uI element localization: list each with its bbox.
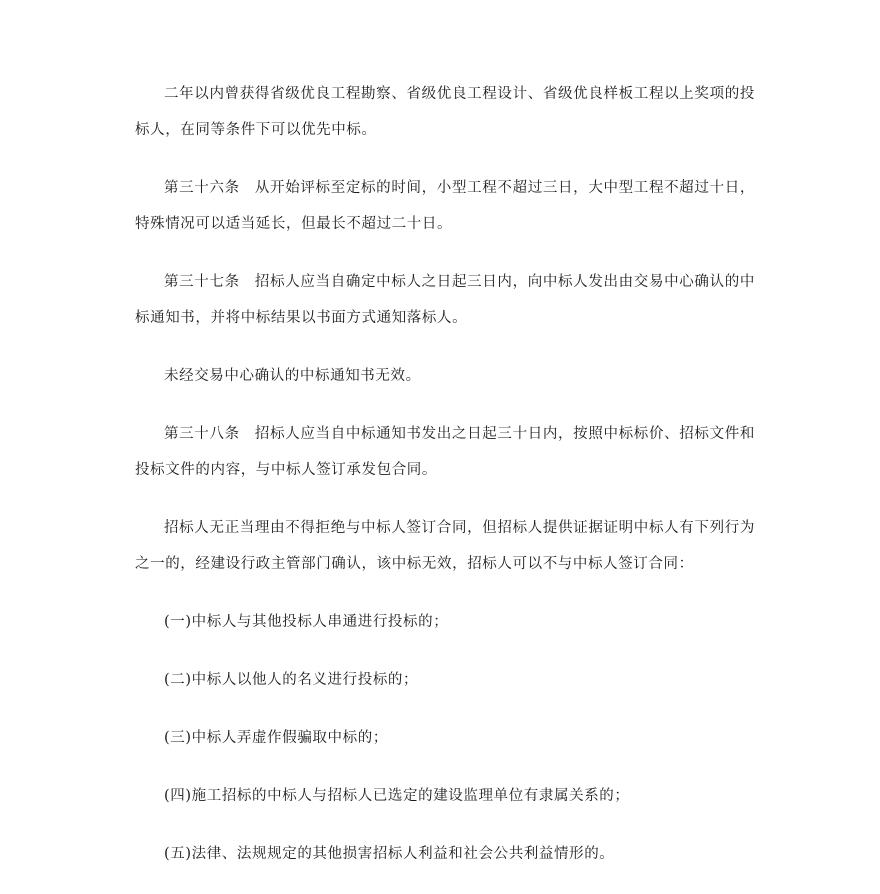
paragraph-article-36: 第三十六条 从开始评标至定标的时间，小型工程不超过三日，大中型工程不超过十日，特殊情况可以适当延长，但最长不超过二十日。 bbox=[135, 180, 755, 232]
list-item-1: (一)中标人与其他投标人串通进行投标的； bbox=[164, 614, 449, 630]
paragraph-article-38: 第三十八条 招标人应当自中标通知书发出之日起三十日内，按照中标标价、招标文件和投标文件的内容，与中标人签订承发包合同。 bbox=[135, 426, 755, 478]
paragraph-refusal-conditions: 招标人无正当理由不得拒绝与中标人签订合同，但招标人提供证据证明中标人有下列行为之一的，经建设行政主管部门确认，该中标无效，招标人可以不与中标人签订合同： bbox=[135, 520, 755, 572]
paragraph-article-37: 第三十七条 招标人应当自确定中标人之日起三日内，向中标人发出由交易中心确认的中标通知书，并将中标结果以书面方式通知落标人。 bbox=[135, 274, 755, 326]
paragraph-award-priority: 二年以内曾获得省级优良工程勘察、省级优良工程设计、省级优良样板工程以上奖项的投标人，在同等条件下可以优先中标。 bbox=[135, 86, 755, 138]
list-item-4: (四)施工招标的中标人与招标人已选定的建设监理单位有隶属关系的； bbox=[164, 788, 630, 804]
paragraph-notice-invalid: 未经交易中心确认的中标通知书无效。 bbox=[164, 368, 421, 384]
list-item-3: (三)中标人弄虚作假骗取中标的； bbox=[164, 730, 388, 746]
document-page bbox=[135, 76, 755, 894]
list-item-2: (二)中标人以他人的名义进行投标的； bbox=[164, 672, 419, 688]
list-item-5: (五)法律、法规规定的其他损害招标人利益和社会公共利益情形的。 bbox=[164, 846, 615, 862]
